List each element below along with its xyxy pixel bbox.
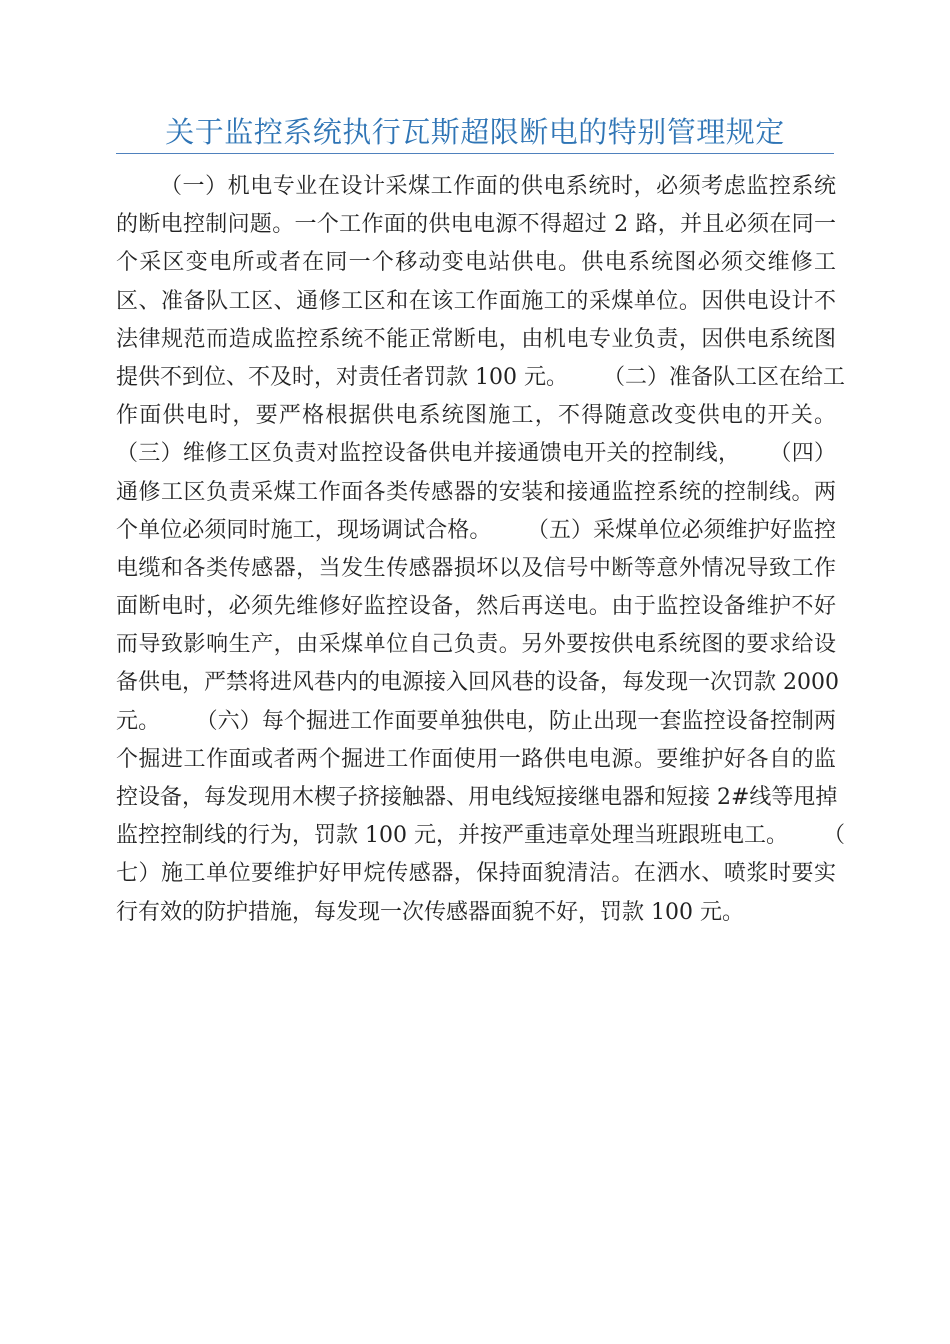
body-line: （一）机电专业在设计采煤工作面的供电系统时，必须考虑监控系统 (160, 174, 836, 199)
body-line: 行有效的防护措施，每发现一次传感器面貌不好，罚款 100 元。 (116, 899, 744, 925)
body-line: 备供电，严禁将进风巷内的电源接入回风巷的设备，每发现一次罚款 2000 (116, 670, 839, 696)
body-line: （三）维修工区负责对监控设备供电并接通馈电开关的控制线， （四） (116, 441, 836, 467)
document-title: 关于监控系统执行瓦斯超限断电的特别管理规定 (165, 115, 785, 149)
body-line: 的断电控制问题。一个工作面的供电电源不得超过 2 路，并且必须在同一 (116, 212, 836, 238)
body-line: 而导致影响生产，由采煤单位自己负责。另外要按供电系统图的要求给设 (116, 632, 836, 658)
body-line: 监控控制线的行为，罚款 100 元，并按严重违章处理当班跟班电工。 （ (116, 823, 845, 849)
body-line: 个单位必须同时施工，现场调试合格。 （五）采煤单位必须维护好监控 (116, 517, 836, 543)
body-line: 法律规范而造成监控系统不能正常断电，由机电专业负责，因供电系统图 (116, 326, 836, 352)
body-line: 面断电时，必须先维修好监控设备，然后再送电。由于监控设备维护不好 (116, 594, 836, 620)
body-line: 七）施工单位要维护好甲烷传感器，保持面貌清洁。在洒水、喷浆时要实 (116, 861, 836, 887)
body-line: 控设备，每发现用木楔子挤接触器、用电线短接继电器和短接 2#线等甩掉 (116, 785, 838, 810)
body-line: 作面供电时，要严格根据供电系统图施工，不得随意改变供电的开关。 (116, 403, 836, 429)
document-body (116, 168, 845, 932)
body-line: 个采区变电所或者在同一个移动变电站供电。供电系统图必须交维修工 (116, 250, 836, 276)
title-underline (116, 153, 834, 154)
body-line: 提供不到位、不及时，对责任者罚款 100 元。 （二）准备队工区在给工 (116, 364, 845, 390)
body-line: 电缆和各类传感器，当发生传感器损坏以及信号中断等意外情况导致工作 (116, 555, 836, 581)
body-line: 区、准备队工区、通修工区和在该工作面施工的采煤单位。因供电设计不 (116, 288, 836, 314)
body-line: 元。 （六）每个掘进工作面要单独供电，防止出现一套监控设备控制两 (116, 708, 836, 734)
body-line: 个掘进工作面或者两个掘进工作面使用一路供电电源。要维护好各自的监 (116, 746, 836, 772)
body-line: 通修工区负责采煤工作面各类传感器的安装和接通监控系统的控制线。两 (116, 479, 836, 505)
